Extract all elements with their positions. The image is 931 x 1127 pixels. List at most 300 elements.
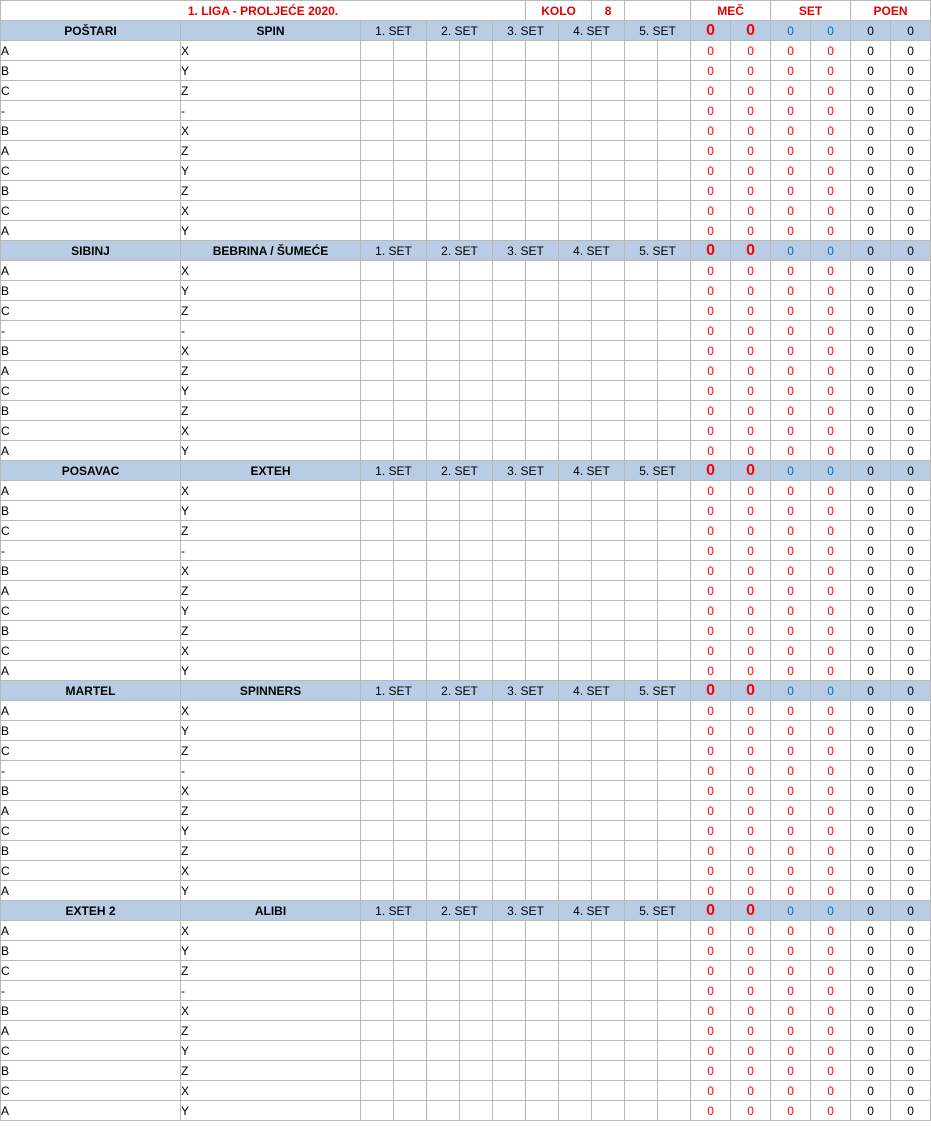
game-mec-home[interactable]: 0 [691, 641, 731, 661]
game-set-away[interactable]: 0 [811, 741, 851, 761]
set-score-home-cell[interactable] [559, 1061, 592, 1081]
game-set-home[interactable]: 0 [771, 701, 811, 721]
game-poen-home[interactable]: 0 [851, 661, 891, 681]
game-set-home[interactable]: 0 [771, 421, 811, 441]
game-set-home[interactable]: 0 [771, 961, 811, 981]
game-set-away[interactable]: 0 [811, 421, 851, 441]
match-mec-home[interactable]: 0 [691, 241, 731, 261]
home-player-cell[interactable]: C [1, 81, 181, 101]
set-score-home-cell[interactable] [361, 561, 394, 581]
set-score-home-cell[interactable] [625, 121, 658, 141]
game-set-home[interactable]: 0 [771, 761, 811, 781]
set-column-label[interactable]: 1. SET [361, 21, 427, 41]
set-score-home-cell[interactable] [361, 701, 394, 721]
set-score-home-cell[interactable] [427, 981, 460, 1001]
set-score-home-cell[interactable] [427, 221, 460, 241]
set-score-away-cell[interactable] [460, 361, 493, 381]
set-score-home-cell[interactable] [625, 641, 658, 661]
set-score-away-cell[interactable] [394, 641, 427, 661]
game-mec-away[interactable]: 0 [731, 761, 771, 781]
set-score-away-cell[interactable] [658, 161, 691, 181]
game-mec-home[interactable]: 0 [691, 1021, 731, 1041]
set-score-away-cell[interactable] [460, 541, 493, 561]
home-player-cell[interactable]: C [1, 601, 181, 621]
set-score-away-cell[interactable] [658, 441, 691, 461]
set-column-label[interactable]: 2. SET [427, 21, 493, 41]
set-score-home-cell[interactable] [625, 261, 658, 281]
game-set-away[interactable]: 0 [811, 1081, 851, 1101]
game-set-home[interactable]: 0 [771, 661, 811, 681]
game-poen-home[interactable]: 0 [851, 121, 891, 141]
set-score-away-cell[interactable] [658, 701, 691, 721]
game-set-home[interactable]: 0 [771, 1061, 811, 1081]
set-score-home-cell[interactable] [427, 941, 460, 961]
set-score-home-cell[interactable] [559, 381, 592, 401]
game-mec-home[interactable]: 0 [691, 321, 731, 341]
set-score-home-cell[interactable] [361, 781, 394, 801]
set-score-home-cell[interactable] [559, 61, 592, 81]
game-mec-home[interactable]: 0 [691, 221, 731, 241]
game-mec-away[interactable]: 0 [731, 821, 771, 841]
game-set-away[interactable]: 0 [811, 981, 851, 1001]
set-score-away-cell[interactable] [592, 601, 625, 621]
set-score-home-cell[interactable] [559, 81, 592, 101]
game-poen-away[interactable]: 0 [891, 941, 931, 961]
set-score-home-cell[interactable] [559, 281, 592, 301]
set-score-home-cell[interactable] [625, 821, 658, 841]
match-poen-away[interactable]: 0 [891, 901, 931, 921]
game-mec-away[interactable]: 0 [731, 301, 771, 321]
set-score-home-cell[interactable] [361, 1041, 394, 1061]
game-mec-away[interactable]: 0 [731, 661, 771, 681]
game-set-home[interactable]: 0 [771, 601, 811, 621]
game-set-home[interactable]: 0 [771, 621, 811, 641]
set-score-home-cell[interactable] [493, 521, 526, 541]
home-player-cell[interactable]: - [1, 981, 181, 1001]
set-column-label[interactable]: 3. SET [493, 901, 559, 921]
set-score-away-cell[interactable] [460, 781, 493, 801]
home-player-cell[interactable]: C [1, 1081, 181, 1101]
set-score-home-cell[interactable] [361, 301, 394, 321]
set-score-away-cell[interactable] [658, 121, 691, 141]
game-mec-home[interactable]: 0 [691, 801, 731, 821]
set-score-home-cell[interactable] [559, 221, 592, 241]
home-player-cell[interactable]: C [1, 521, 181, 541]
home-player-cell[interactable]: A [1, 661, 181, 681]
game-set-away[interactable]: 0 [811, 781, 851, 801]
set-score-away-cell[interactable] [526, 601, 559, 621]
game-poen-home[interactable]: 0 [851, 401, 891, 421]
set-score-home-cell[interactable] [559, 961, 592, 981]
set-score-home-cell[interactable] [427, 301, 460, 321]
game-poen-home[interactable]: 0 [851, 201, 891, 221]
game-mec-home[interactable]: 0 [691, 781, 731, 801]
away-player-cell[interactable]: - [181, 981, 361, 1001]
game-mec-home[interactable]: 0 [691, 761, 731, 781]
set-score-home-cell[interactable] [625, 761, 658, 781]
match-mec-home[interactable]: 0 [691, 901, 731, 921]
set-score-home-cell[interactable] [559, 821, 592, 841]
game-mec-away[interactable]: 0 [731, 41, 771, 61]
game-poen-home[interactable]: 0 [851, 881, 891, 901]
set-score-away-cell[interactable] [592, 661, 625, 681]
game-poen-away[interactable]: 0 [891, 361, 931, 381]
set-score-away-cell[interactable] [592, 541, 625, 561]
set-score-away-cell[interactable] [394, 941, 427, 961]
home-player-cell[interactable]: B [1, 941, 181, 961]
set-score-home-cell[interactable] [625, 361, 658, 381]
set-score-away-cell[interactable] [526, 1101, 559, 1121]
set-score-home-cell[interactable] [625, 881, 658, 901]
game-poen-away[interactable]: 0 [891, 781, 931, 801]
game-mec-home[interactable]: 0 [691, 81, 731, 101]
home-player-cell[interactable]: B [1, 341, 181, 361]
set-score-home-cell[interactable] [625, 801, 658, 821]
game-mec-home[interactable]: 0 [691, 441, 731, 461]
game-set-home[interactable]: 0 [771, 1041, 811, 1061]
game-poen-away[interactable]: 0 [891, 441, 931, 461]
set-score-home-cell[interactable] [427, 881, 460, 901]
set-header[interactable]: SET [771, 1, 851, 21]
set-score-home-cell[interactable] [493, 41, 526, 61]
game-mec-away[interactable]: 0 [731, 501, 771, 521]
game-poen-away[interactable]: 0 [891, 381, 931, 401]
set-score-home-cell[interactable] [361, 261, 394, 281]
game-set-home[interactable]: 0 [771, 1101, 811, 1121]
set-score-away-cell[interactable] [592, 1081, 625, 1101]
game-mec-home[interactable]: 0 [691, 121, 731, 141]
set-score-away-cell[interactable] [658, 201, 691, 221]
game-set-home[interactable]: 0 [771, 1001, 811, 1021]
match-mec-away[interactable]: 0 [731, 241, 771, 261]
set-score-home-cell[interactable] [493, 281, 526, 301]
set-score-away-cell[interactable] [394, 741, 427, 761]
set-score-home-cell[interactable] [427, 761, 460, 781]
set-score-away-cell[interactable] [658, 341, 691, 361]
match-set-home[interactable]: 0 [771, 241, 811, 261]
game-set-home[interactable]: 0 [771, 401, 811, 421]
game-poen-home[interactable]: 0 [851, 561, 891, 581]
set-score-away-cell[interactable] [526, 921, 559, 941]
away-player-cell[interactable]: X [181, 421, 361, 441]
game-mec-home[interactable]: 0 [691, 1081, 731, 1101]
game-mec-away[interactable]: 0 [731, 181, 771, 201]
game-set-home[interactable]: 0 [771, 201, 811, 221]
set-score-away-cell[interactable] [592, 641, 625, 661]
set-score-away-cell[interactable] [526, 141, 559, 161]
set-score-home-cell[interactable] [493, 261, 526, 281]
set-score-away-cell[interactable] [394, 441, 427, 461]
game-mec-home[interactable]: 0 [691, 401, 731, 421]
set-score-home-cell[interactable] [493, 581, 526, 601]
game-set-home[interactable]: 0 [771, 721, 811, 741]
game-poen-home[interactable]: 0 [851, 641, 891, 661]
set-score-home-cell[interactable] [625, 1001, 658, 1021]
game-mec-away[interactable]: 0 [731, 101, 771, 121]
game-mec-home[interactable]: 0 [691, 481, 731, 501]
set-score-home-cell[interactable] [559, 501, 592, 521]
set-score-away-cell[interactable] [658, 961, 691, 981]
set-score-home-cell[interactable] [427, 421, 460, 441]
set-score-home-cell[interactable] [493, 141, 526, 161]
game-mec-away[interactable]: 0 [731, 841, 771, 861]
set-score-home-cell[interactable] [427, 521, 460, 541]
set-score-away-cell[interactable] [460, 1001, 493, 1021]
game-set-home[interactable]: 0 [771, 41, 811, 61]
match-poen-home[interactable]: 0 [851, 461, 891, 481]
home-player-cell[interactable]: A [1, 261, 181, 281]
game-set-home[interactable]: 0 [771, 641, 811, 661]
away-player-cell[interactable]: Y [181, 381, 361, 401]
away-player-cell[interactable]: X [181, 1081, 361, 1101]
home-player-cell[interactable]: A [1, 41, 181, 61]
set-score-away-cell[interactable] [394, 781, 427, 801]
game-poen-away[interactable]: 0 [891, 481, 931, 501]
set-score-home-cell[interactable] [427, 701, 460, 721]
match-poen-away[interactable]: 0 [891, 681, 931, 701]
game-mec-away[interactable]: 0 [731, 221, 771, 241]
home-player-cell[interactable]: B [1, 721, 181, 741]
set-score-away-cell[interactable] [460, 301, 493, 321]
set-score-home-cell[interactable] [361, 1101, 394, 1121]
game-set-home[interactable]: 0 [771, 221, 811, 241]
game-poen-away[interactable]: 0 [891, 501, 931, 521]
game-set-away[interactable]: 0 [811, 661, 851, 681]
set-score-home-cell[interactable] [361, 581, 394, 601]
set-score-away-cell[interactable] [592, 561, 625, 581]
set-score-away-cell[interactable] [460, 101, 493, 121]
game-poen-away[interactable]: 0 [891, 1001, 931, 1021]
home-team-name[interactable]: POŠTARI [1, 21, 181, 41]
game-poen-away[interactable]: 0 [891, 281, 931, 301]
away-player-cell[interactable]: Y [181, 61, 361, 81]
set-score-away-cell[interactable] [460, 601, 493, 621]
match-set-home[interactable]: 0 [771, 901, 811, 921]
set-score-home-cell[interactable] [361, 841, 394, 861]
game-set-away[interactable]: 0 [811, 61, 851, 81]
set-score-home-cell[interactable] [427, 501, 460, 521]
set-score-away-cell[interactable] [658, 781, 691, 801]
set-score-home-cell[interactable] [361, 1001, 394, 1021]
home-player-cell[interactable]: A [1, 361, 181, 381]
set-column-label[interactable]: 2. SET [427, 461, 493, 481]
set-score-away-cell[interactable] [658, 41, 691, 61]
set-score-home-cell[interactable] [559, 341, 592, 361]
game-poen-home[interactable]: 0 [851, 141, 891, 161]
set-score-away-cell[interactable] [460, 821, 493, 841]
set-score-away-cell[interactable] [526, 861, 559, 881]
game-poen-home[interactable]: 0 [851, 621, 891, 641]
game-poen-home[interactable]: 0 [851, 601, 891, 621]
set-score-away-cell[interactable] [592, 621, 625, 641]
set-score-away-cell[interactable] [658, 1001, 691, 1021]
set-score-away-cell[interactable] [592, 261, 625, 281]
game-set-home[interactable]: 0 [771, 341, 811, 361]
set-score-away-cell[interactable] [460, 861, 493, 881]
game-set-away[interactable]: 0 [811, 1101, 851, 1121]
set-column-label[interactable]: 4. SET [559, 901, 625, 921]
game-poen-away[interactable]: 0 [891, 761, 931, 781]
set-score-away-cell[interactable] [592, 501, 625, 521]
match-mec-home[interactable]: 0 [691, 21, 731, 41]
game-mec-home[interactable]: 0 [691, 501, 731, 521]
game-poen-away[interactable]: 0 [891, 841, 931, 861]
set-score-home-cell[interactable] [427, 381, 460, 401]
set-column-label[interactable]: 5. SET [625, 681, 691, 701]
game-set-away[interactable]: 0 [811, 181, 851, 201]
game-set-home[interactable]: 0 [771, 281, 811, 301]
game-set-home[interactable]: 0 [771, 81, 811, 101]
away-player-cell[interactable]: - [181, 541, 361, 561]
home-player-cell[interactable]: B [1, 61, 181, 81]
set-score-away-cell[interactable] [460, 801, 493, 821]
set-score-home-cell[interactable] [427, 321, 460, 341]
game-poen-away[interactable]: 0 [891, 741, 931, 761]
game-mec-away[interactable]: 0 [731, 961, 771, 981]
set-score-away-cell[interactable] [658, 521, 691, 541]
game-set-home[interactable]: 0 [771, 801, 811, 821]
set-score-home-cell[interactable] [625, 181, 658, 201]
home-team-name[interactable]: POSAVAC [1, 461, 181, 481]
game-mec-away[interactable]: 0 [731, 141, 771, 161]
game-set-away[interactable]: 0 [811, 1021, 851, 1041]
set-column-label[interactable]: 5. SET [625, 901, 691, 921]
away-player-cell[interactable]: Z [181, 741, 361, 761]
game-set-away[interactable]: 0 [811, 441, 851, 461]
home-player-cell[interactable]: A [1, 801, 181, 821]
game-set-away[interactable]: 0 [811, 361, 851, 381]
game-set-away[interactable]: 0 [811, 821, 851, 841]
set-score-away-cell[interactable] [526, 541, 559, 561]
set-score-away-cell[interactable] [526, 281, 559, 301]
game-set-home[interactable]: 0 [771, 361, 811, 381]
away-player-cell[interactable]: X [181, 781, 361, 801]
away-player-cell[interactable]: X [181, 861, 361, 881]
set-score-away-cell[interactable] [526, 881, 559, 901]
set-score-home-cell[interactable] [625, 441, 658, 461]
set-score-away-cell[interactable] [592, 721, 625, 741]
set-score-away-cell[interactable] [658, 361, 691, 381]
set-score-away-cell[interactable] [592, 1041, 625, 1061]
set-score-away-cell[interactable] [658, 301, 691, 321]
game-set-away[interactable]: 0 [811, 81, 851, 101]
away-player-cell[interactable]: Y [181, 221, 361, 241]
game-mec-away[interactable]: 0 [731, 641, 771, 661]
game-set-home[interactable]: 0 [771, 821, 811, 841]
set-column-label[interactable]: 3. SET [493, 241, 559, 261]
set-score-home-cell[interactable] [361, 861, 394, 881]
set-score-away-cell[interactable] [460, 221, 493, 241]
game-set-away[interactable]: 0 [811, 561, 851, 581]
set-score-home-cell[interactable] [427, 1061, 460, 1081]
set-score-away-cell[interactable] [658, 401, 691, 421]
set-score-home-cell[interactable] [559, 561, 592, 581]
set-score-away-cell[interactable] [394, 41, 427, 61]
set-score-away-cell[interactable] [460, 181, 493, 201]
set-score-away-cell[interactable] [394, 661, 427, 681]
away-player-cell[interactable]: Z [181, 961, 361, 981]
set-score-away-cell[interactable] [526, 561, 559, 581]
game-set-away[interactable]: 0 [811, 761, 851, 781]
set-score-home-cell[interactable] [559, 421, 592, 441]
game-set-away[interactable]: 0 [811, 501, 851, 521]
set-score-away-cell[interactable] [592, 101, 625, 121]
set-column-label[interactable]: 2. SET [427, 901, 493, 921]
set-score-away-cell[interactable] [460, 881, 493, 901]
game-mec-home[interactable]: 0 [691, 921, 731, 941]
game-poen-away[interactable]: 0 [891, 861, 931, 881]
set-score-away-cell[interactable] [394, 381, 427, 401]
game-poen-away[interactable]: 0 [891, 821, 931, 841]
set-score-away-cell[interactable] [658, 221, 691, 241]
away-player-cell[interactable]: X [181, 641, 361, 661]
set-score-home-cell[interactable] [427, 541, 460, 561]
set-score-home-cell[interactable] [559, 261, 592, 281]
set-score-home-cell[interactable] [361, 361, 394, 381]
game-poen-home[interactable]: 0 [851, 321, 891, 341]
game-poen-home[interactable]: 0 [851, 301, 891, 321]
set-score-home-cell[interactable] [427, 801, 460, 821]
set-score-home-cell[interactable] [625, 961, 658, 981]
set-score-away-cell[interactable] [592, 121, 625, 141]
set-score-home-cell[interactable] [361, 221, 394, 241]
set-score-away-cell[interactable] [658, 801, 691, 821]
set-score-away-cell[interactable] [526, 781, 559, 801]
set-score-away-cell[interactable] [460, 701, 493, 721]
game-poen-away[interactable]: 0 [891, 981, 931, 1001]
set-score-away-cell[interactable] [592, 801, 625, 821]
match-poen-home[interactable]: 0 [851, 681, 891, 701]
away-player-cell[interactable]: Y [181, 281, 361, 301]
set-score-home-cell[interactable] [493, 981, 526, 1001]
game-poen-home[interactable]: 0 [851, 761, 891, 781]
set-score-home-cell[interactable] [625, 1061, 658, 1081]
game-poen-home[interactable]: 0 [851, 941, 891, 961]
set-score-away-cell[interactable] [394, 1021, 427, 1041]
set-score-home-cell[interactable] [493, 381, 526, 401]
game-set-away[interactable]: 0 [811, 301, 851, 321]
set-score-home-cell[interactable] [427, 261, 460, 281]
away-team-name[interactable]: SPINNERS [181, 681, 361, 701]
game-set-home[interactable]: 0 [771, 441, 811, 461]
set-score-home-cell[interactable] [493, 841, 526, 861]
set-score-away-cell[interactable] [592, 861, 625, 881]
away-player-cell[interactable]: X [181, 261, 361, 281]
set-score-home-cell[interactable] [625, 481, 658, 501]
set-score-away-cell[interactable] [658, 81, 691, 101]
game-poen-home[interactable]: 0 [851, 921, 891, 941]
game-mec-away[interactable]: 0 [731, 541, 771, 561]
set-score-home-cell[interactable] [493, 161, 526, 181]
game-poen-away[interactable]: 0 [891, 661, 931, 681]
set-column-label[interactable]: 4. SET [559, 461, 625, 481]
game-set-home[interactable]: 0 [771, 501, 811, 521]
set-score-away-cell[interactable] [394, 1001, 427, 1021]
set-score-away-cell[interactable] [592, 161, 625, 181]
away-player-cell[interactable]: X [181, 121, 361, 141]
set-score-away-cell[interactable] [460, 401, 493, 421]
set-score-away-cell[interactable] [592, 701, 625, 721]
game-poen-home[interactable]: 0 [851, 841, 891, 861]
set-score-home-cell[interactable] [361, 961, 394, 981]
game-set-away[interactable]: 0 [811, 521, 851, 541]
home-player-cell[interactable]: A [1, 441, 181, 461]
set-score-away-cell[interactable] [460, 341, 493, 361]
set-score-away-cell[interactable] [394, 301, 427, 321]
away-player-cell[interactable]: Y [181, 501, 361, 521]
game-set-home[interactable]: 0 [771, 261, 811, 281]
set-score-away-cell[interactable] [394, 1061, 427, 1081]
